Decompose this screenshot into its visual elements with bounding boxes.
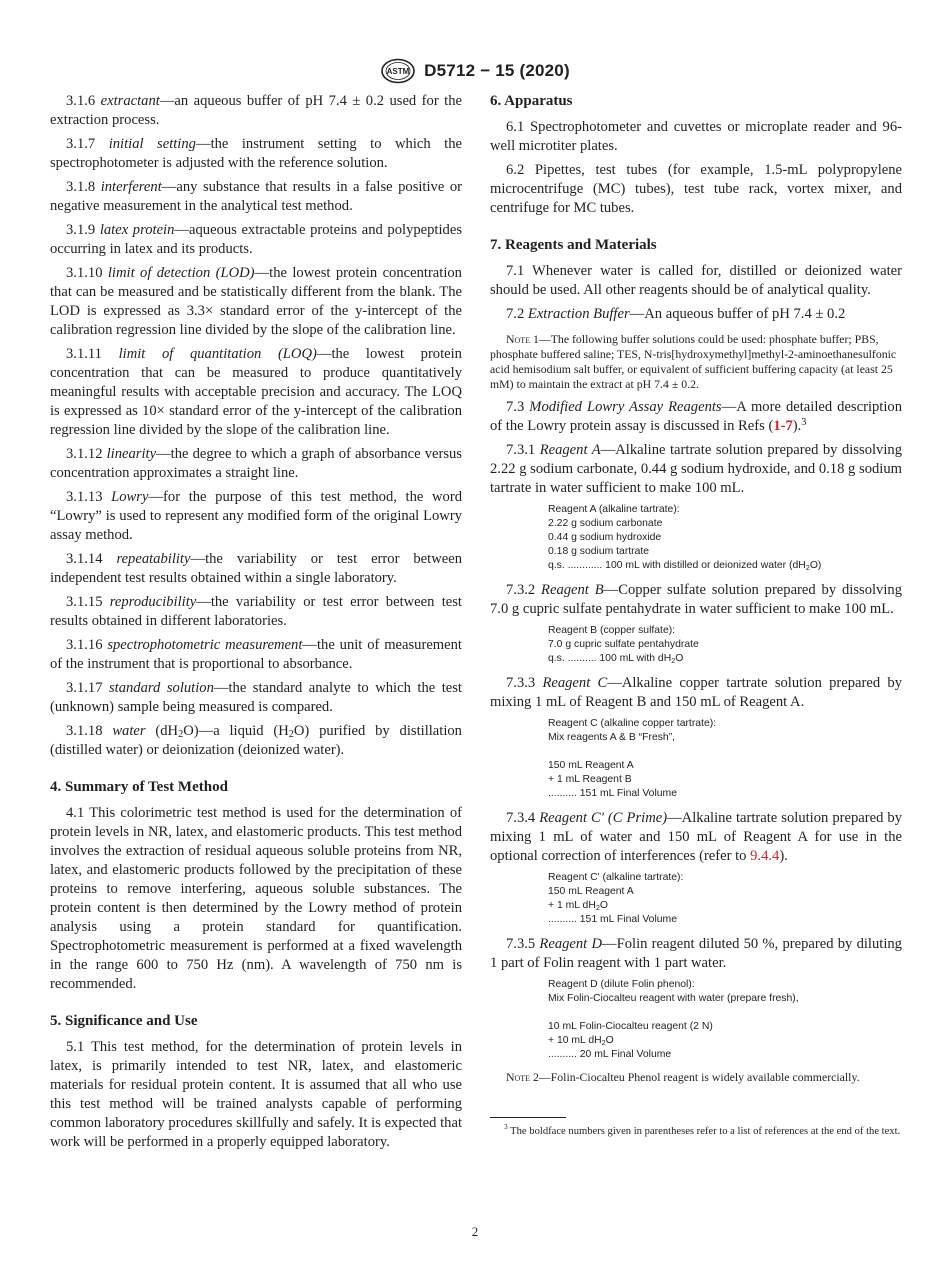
recipe-reagent-c-prime: Reagent C' (alkaline tartrate): 150 mL Reagent A + 1 mL $dH_2O$ .......... 151 mL Final Volume: [548, 872, 684, 925]
definition-item: 3.1.12 linearity—the degree to which a graph of absorbance versus concentration approximates a straight line.: [50, 446, 462, 481]
paragraph-7-3-5: 7.3.5 Reagent D—Folin reagent diluted 50 %, prepared by diluting 1 part of Folin reagent with 1 part water.: [490, 936, 902, 971]
footnote-divider: [490, 1117, 566, 1118]
note-1: Note 1—The following buffer solutions could be used: phosphate buffer; PBS, phosphate buffered saline; TES, N-tris[hydroxymethyl]methyl-2-aminoethanesulfonic acid hemisodium salt buffer, or equivalent of sufficient buffering capacity (at least 25 mM) to maintain the extract at pH 7.4 ± 0.2.: [490, 332, 897, 391]
definition-item: 3.1.7 initial setting—the instrument setting to which the spectrophotometer is adjusted with the reference solution.: [50, 136, 463, 171]
paragraph-6-2: 6.2 Pipettes, test tubes (for example, 1.5-mL polypropylene microcentrifuge (MC) tubes), test tube rack, vortex mixer, and centrifuge for MC tubes.: [490, 162, 902, 216]
reference-link[interactable]: 1-7: [773, 418, 793, 434]
svg-text:ASTM: ASTM: [386, 67, 410, 76]
paragraph-7-3-3: 7.3.3 Reagent C—Alkaline copper tartrate solution prepared by mixing 1 mL of Reagent B and 150 mL of Reagent A.: [490, 675, 902, 710]
section-link[interactable]: 9.4.4: [750, 848, 780, 864]
recipe-reagent-b: Reagent B (copper sulfate): 7.0 g cupric sulfate pentahydrate q.s. .......... 100 mL with $dH_2O$: [548, 625, 699, 665]
recipe-reagent-c: Reagent C (alkaline copper tartrate): Mix reagents A & B “Fresh”, 150 mL Reagent A + 1 mL Reagent B .......... 151 mL Final Volume: [548, 718, 717, 799]
paragraph-7-1: 7.1 Whenever water is called for, distilled or deionized water should be used. All other reagents should be of analytical quality.: [490, 263, 902, 298]
page-number: 2: [471, 1224, 479, 1239]
paragraph-7-3: 7.3 Modified Lowry Assay Reagents—A more detailed description of the Lowry protein assay is discussed in Refs (1-7).$^3$: [490, 399, 903, 434]
section-6-heading: 6. Apparatus: [490, 93, 573, 109]
definition-item: 3.1.14 repeatability—the variability or test error between independent test results obtained within a single laboratory.: [50, 551, 462, 586]
section-7-heading: 7. Reagents and Materials: [490, 237, 657, 253]
definition-item: 3.1.13 Lowry—for the purpose of this test method, the word “Lowry” is used to represent any modified form of the original Lowry assay method.: [50, 489, 462, 543]
paragraph-5-1: 5.1 This test method, for the determination of protein levels in latex, is primarily intended to test NR, latex, and elastomeric materials for residual protein content. It is assumed that all who use this test method will be trained analysts capable of performing common laboratory procedures skillfully and safely. It is expected that work will be performed in a properly equipped laboratory.: [50, 1039, 462, 1150]
recipe-reagent-d: Reagent D (dilute Folin phenol): Mix Folin-Ciocalteu reagent with water (prepare fresh), 10 mL Folin-Ciocalteu reagent (2 N) + 10 mL $dH_2O$ .......... 20 mL Final Volume: [548, 979, 799, 1060]
section-4-heading: 4. Summary of Test Method: [50, 779, 228, 795]
page-header: [0, 58, 950, 84]
definition-item: 3.1.10 limit of detection (LOD)—the lowest protein concentration that can be measured and be statistically different from the blank. The LOD is expressed as 3.3× standard error of the y-intercept of the calibration regression line divided by the slope of the calibration line.: [50, 265, 462, 338]
definition-water: 3.1.18 water $(dH_2O)—a$ liquid $(H_2O)$ purified by distillation (distilled water) or deionization (deionized water).: [50, 723, 462, 758]
definition-item: 3.1.15 reproducibility—the variability or test error between test results obtained in different laboratories.: [50, 594, 462, 629]
paragraph-7-2: 7.2 Extraction Buffer—An aqueous buffer of pH 7.4 ± 0.2: [506, 306, 846, 322]
definition-item: 3.1.8 interferent—any substance that results in a false positive or negative measurement in the analytical test method.: [50, 179, 462, 214]
recipe-reagent-a: Reagent A (alkaline tartrate): 2.22 g sodium carbonate 0.44 g sodium hydroxide 0.18 g sodium tartrate q.s. ............ 100 mL with distilled or deionized water $(dH_2O)$: [548, 504, 822, 572]
definition-item: 3.1.17 standard solution—the standard analyte to which the test (unknown) sample being measured is compared.: [50, 680, 462, 715]
paragraph-7-3-2: 7.3.2 Reagent B—Copper sulfate solution prepared by dissolving 7.0 g cupric sulfate pentahydrate in water sufficient to make 100 mL.: [490, 582, 902, 617]
definition-item: 3.1.6 extractant—an aqueous buffer of pH 7.4 ± 0.2 used for the extraction process.: [50, 93, 462, 128]
astm-logo-icon: [380, 58, 416, 84]
definition-item: 3.1.11 limit of quantitation (LOQ)—the lowest protein concentration that can be measured to produce quantitatively meaningful results with acceptable precision and accuracy. The LOQ is expressed as 10× standard error of the y-intercept of the calibration regression line divided by the slope of the calibration line.: [50, 346, 462, 438]
note-2: Note 2—Folin-Ciocalteu Phenol reagent is widely available commercially.: [506, 1070, 860, 1084]
definition-item: 3.1.9 latex protein—aqueous extractable proteins and polypeptides occurring in latex and its products.: [50, 222, 462, 257]
left-column: [50, 92, 462, 1157]
footnote-mark: 3: [801, 417, 807, 428]
right-column: [490, 92, 902, 1139]
paragraph-7-3-4: 7.3.4 Reagent C' (C Prime)—Alkaline tartrate solution prepared by mixing 1 mL of water and 150 mL of Reagent A for use in the optional correction of interferences (refer to 9.4.4).: [490, 810, 902, 864]
definition-item: 3.1.16 spectrophotometric measurement—the unit of measurement of the instrument that is proportional to absorbance.: [50, 637, 462, 672]
paragraph-6-1: 6.1 Spectrophotometer and cuvettes or microplate reader and 96-well microtiter plates.: [490, 119, 902, 154]
section-5-heading: 5. Significance and Use: [50, 1013, 198, 1029]
designation: D5712 − 15 (2020): [424, 61, 570, 80]
footnote: $^3$ The boldface numbers given in parentheses refer to a list of references at the end of the text.: [504, 1122, 901, 1137]
paragraph-7-3-1: 7.3.1 Reagent A—Alkaline tartrate solution prepared by dissolving 2.22 g sodium carbonate, 0.44 g sodium hydroxide, and 0.18 g sodium tartrate in water sufficient to make 100 mL.: [490, 442, 902, 496]
paragraph-4-1: 4.1 This colorimetric test method is used for the determination of protein levels in NR, latex, and elastomeric products. This test method involves the extraction of residual aqueous soluble proteins from NR, latex, and elastomeric products followed by the precipitation of these proteins to remove interfering, aqueous soluble substances. The protein content is then determined by the Lowry method of protein analysis using a protein standard for quantification. Spectrophotometric measurement is performed at a fixed wavelength in the range 600 to 750 Hz (nm). A wavelength of 750 nm is recommended.: [50, 805, 462, 992]
definitions-list: [50, 92, 462, 717]
